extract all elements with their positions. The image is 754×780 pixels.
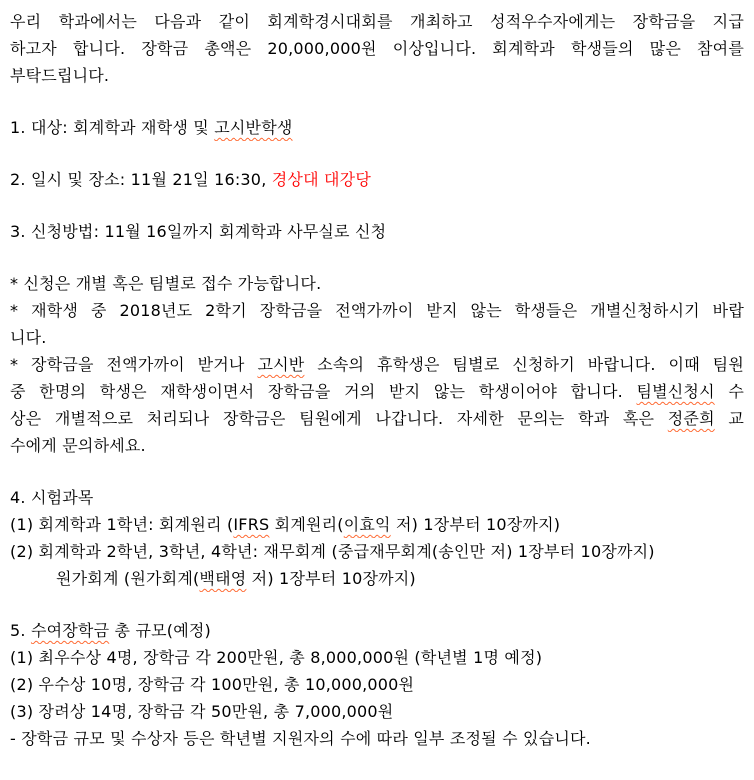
text-span: 수에게 문의하세요. <box>10 436 146 455</box>
text-line <box>10 324 744 351</box>
text-span: 회계원리( <box>269 515 344 534</box>
misspelled-word: 백태영 <box>199 569 247 588</box>
text-line <box>10 166 744 193</box>
text-span: * 신청은 개별 혹은 팀별로 접수 가능합니다. <box>10 274 322 293</box>
text-span: 저) 1장부터 10장까지) <box>390 515 561 534</box>
text-span: 중 한명의 학생은 재학생이면서 장학금을 거의 받지 않는 학생이어야 합니다. <box>10 382 637 401</box>
misspelled-word: 수여장학금 <box>30 621 110 640</box>
text-span: 3. 신청방법: 11월 16일까지 회계학과 사무실로 신청 <box>10 222 387 241</box>
text-span: (2) 우수상 10명, 장학금 각 100만원, 총 10,000,000원 <box>10 675 415 694</box>
text-span: (1) 최우수상 4명, 장학금 각 200만원, 총 8,000,000원 (학년별 1명 예정) <box>10 648 543 667</box>
text-span: 하고자 합니다. 장학금 총액은 20,000,000원 이상입니다. 회계학과 학생들의 많은 참여를 <box>10 39 744 58</box>
text-span: 상은 개별적으로 처리되나 장학금은 팀원에게 나갑니다. 자세한 문의는 학과 혹은 <box>10 409 668 428</box>
text-line <box>10 565 744 592</box>
misspelled-word: IFRS <box>233 515 270 534</box>
item-2-date-place <box>10 166 744 193</box>
item-5-scholarship-scale <box>10 617 744 752</box>
text-line <box>10 432 744 459</box>
item-3-application-method <box>10 218 744 245</box>
misspelled-word: 정준희 <box>667 409 715 428</box>
text-line <box>10 405 744 432</box>
text-span: 수 <box>714 382 744 401</box>
text-line <box>10 218 744 245</box>
text-line <box>10 378 744 405</box>
intro-paragraph <box>10 8 744 89</box>
text-line <box>10 297 744 324</box>
application-notes <box>10 270 744 459</box>
misspelled-word: 고시반 <box>257 355 305 374</box>
text-line <box>10 351 744 378</box>
text-span: 1. 대상: 회계학과 재학생 및 <box>10 118 215 137</box>
text-span: 2. 일시 및 장소: 11월 21일 16:30, <box>10 170 272 189</box>
text-span: * 재학생 중 2018년도 2학기 장학금을 전액가까이 받지 않는 학생들은 개별신청하시기 바랍 <box>10 301 744 320</box>
text-line <box>10 8 744 35</box>
text-span: (2) 회계학과 2학년, 3학년, 4학년: 재무회계 (중급재무회계(송인만 저) 1장부터 10장까지) <box>10 542 655 561</box>
text-line <box>10 35 744 62</box>
misspelled-word: 이효익 <box>343 515 391 534</box>
text-line <box>10 698 744 725</box>
text-span: 우리 학과에서는 다음과 같이 회계학경시대회를 개최하고 성적우수자에게는 장학금을 지급 <box>10 12 744 31</box>
text-span: 총 규모(예정) <box>109 621 211 640</box>
text-line <box>10 671 744 698</box>
text-span: 소속의 휴학생은 팀별로 신청하기 바랍니다. 이때 팀원 <box>304 355 744 374</box>
text-line <box>10 538 744 565</box>
text-span: - 장학금 규모 및 수상자 등은 학년별 지원자의 수에 따라 일부 조정될 수 있습니다. <box>10 729 591 748</box>
text-span: 교 <box>714 409 744 428</box>
text-line <box>10 511 744 538</box>
text-line <box>10 484 744 511</box>
text-line <box>10 644 744 671</box>
text-line <box>10 270 744 297</box>
text-span: 원가회계 (원가회계( <box>56 569 200 588</box>
text-span: 니다. <box>10 328 47 347</box>
text-line <box>10 617 744 644</box>
text-span: (1) 회계학과 1학년: 회계원리 ( <box>10 515 234 534</box>
text-span: 저) 1장부터 10장까지) <box>246 569 416 588</box>
text-line <box>10 725 744 752</box>
item-4-exam-subjects <box>10 484 744 592</box>
misspelled-word: 팀별신청시 <box>636 382 715 401</box>
text-span: (3) 장려상 14명, 장학금 각 50만원, 총 7,000,000원 <box>10 702 394 721</box>
highlighted-red-text: 경상대 대강당 <box>271 170 371 189</box>
text-span: 5. <box>10 621 31 640</box>
text-span: * 장학금을 전액가까이 받거나 <box>10 355 258 374</box>
text-span: 4. 시험과목 <box>10 488 94 507</box>
text-line <box>10 114 744 141</box>
text-span: 부탁드립니다. <box>10 66 110 85</box>
misspelled-word: 고시반학생 <box>214 118 293 137</box>
text-line <box>10 62 744 89</box>
item-1-eligibility <box>10 114 744 141</box>
